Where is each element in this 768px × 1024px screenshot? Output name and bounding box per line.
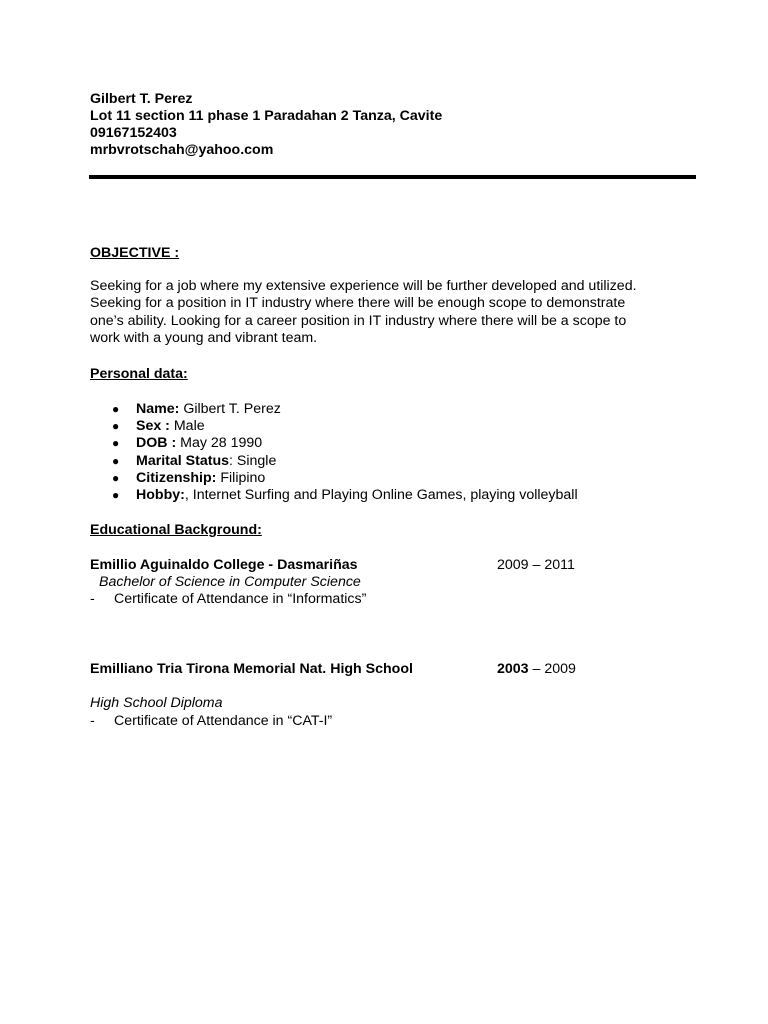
item-label: Marital Status <box>136 452 230 469</box>
applicant-address: Lot 11 section 11 phase 1 Paradahan 2 Tanza, Cavite <box>90 108 443 124</box>
highschool-degree: High School Diploma <box>90 695 223 711</box>
item-value: , Internet Surfing and Playing Online Games, playing volleyball <box>184 486 578 503</box>
bullet-icon: ● <box>112 419 120 434</box>
item-value: May 28 1990 <box>176 435 263 452</box>
objective-line: Seeking for a job where my extensive experience will be further developed and utilized. <box>90 278 637 294</box>
year-start: 2003 <box>497 661 529 677</box>
objective-line: one’s ability. Looking for a career position in IT industry where there will be a scope to <box>90 312 627 329</box>
item-value: : Single <box>229 452 277 469</box>
item-label: DOB : <box>136 435 177 452</box>
dash-marker: - <box>90 591 95 607</box>
personal-item-hobby <box>90 487 578 504</box>
personal-data-heading: Personal data: <box>90 366 188 382</box>
personal-item-dob <box>90 435 578 452</box>
highschool-school: Emilliano Tria Tirona Memorial Nat. High School <box>90 661 413 677</box>
personal-data-list <box>90 401 578 504</box>
bullet-icon: ● <box>112 470 120 485</box>
objective-line: Seeking for a position in IT industry where there will be enough scope to demonstrate <box>90 295 626 312</box>
bullet-icon: ● <box>112 436 120 451</box>
college-degree: Bachelor of Science in Computer Science <box>99 574 361 590</box>
certificate-text: Certificate of Attendance in “CAT-I” <box>114 713 333 729</box>
header-divider <box>89 175 696 179</box>
personal-item-citizenship <box>90 470 578 487</box>
applicant-phone: 09167152403 <box>90 125 177 141</box>
bullet-icon: ● <box>112 487 120 502</box>
item-value: Male <box>169 418 205 435</box>
objective-heading: OBJECTIVE : <box>90 245 180 261</box>
applicant-email: mrbvrotschah@yahoo.com <box>90 142 274 158</box>
item-value: Gilbert T. Perez <box>179 401 281 417</box>
personal-item-sex <box>90 418 578 435</box>
objective-paragraph <box>90 278 690 348</box>
item-label: Name: <box>136 401 180 417</box>
objective-line: work with a young and vibrant team. <box>90 330 318 347</box>
education-heading: Educational Background: <box>90 522 262 538</box>
dash-marker: - <box>90 713 95 729</box>
item-label: Citizenship: <box>136 469 217 486</box>
applicant-name: Gilbert T. Perez <box>90 91 193 107</box>
college-years: 2009 – 2011 <box>497 557 575 573</box>
item-label: Sex : <box>136 418 170 435</box>
certificate-text: Certificate of Attendance in “Informatics” <box>114 591 367 607</box>
college-school: Emillio Aguinaldo College - Dasmariñas <box>90 557 358 573</box>
year-rest: – 2009 <box>528 661 576 677</box>
personal-item-name <box>90 401 578 418</box>
college-certificate <box>90 591 366 607</box>
highschool-certificate <box>90 713 332 729</box>
personal-item-marital-status <box>90 453 578 470</box>
item-label: Hobby: <box>136 486 185 503</box>
highschool-years <box>497 661 576 677</box>
bullet-icon: ● <box>112 453 120 468</box>
item-value: Filipino <box>216 469 266 486</box>
bullet-icon: ● <box>112 402 120 416</box>
